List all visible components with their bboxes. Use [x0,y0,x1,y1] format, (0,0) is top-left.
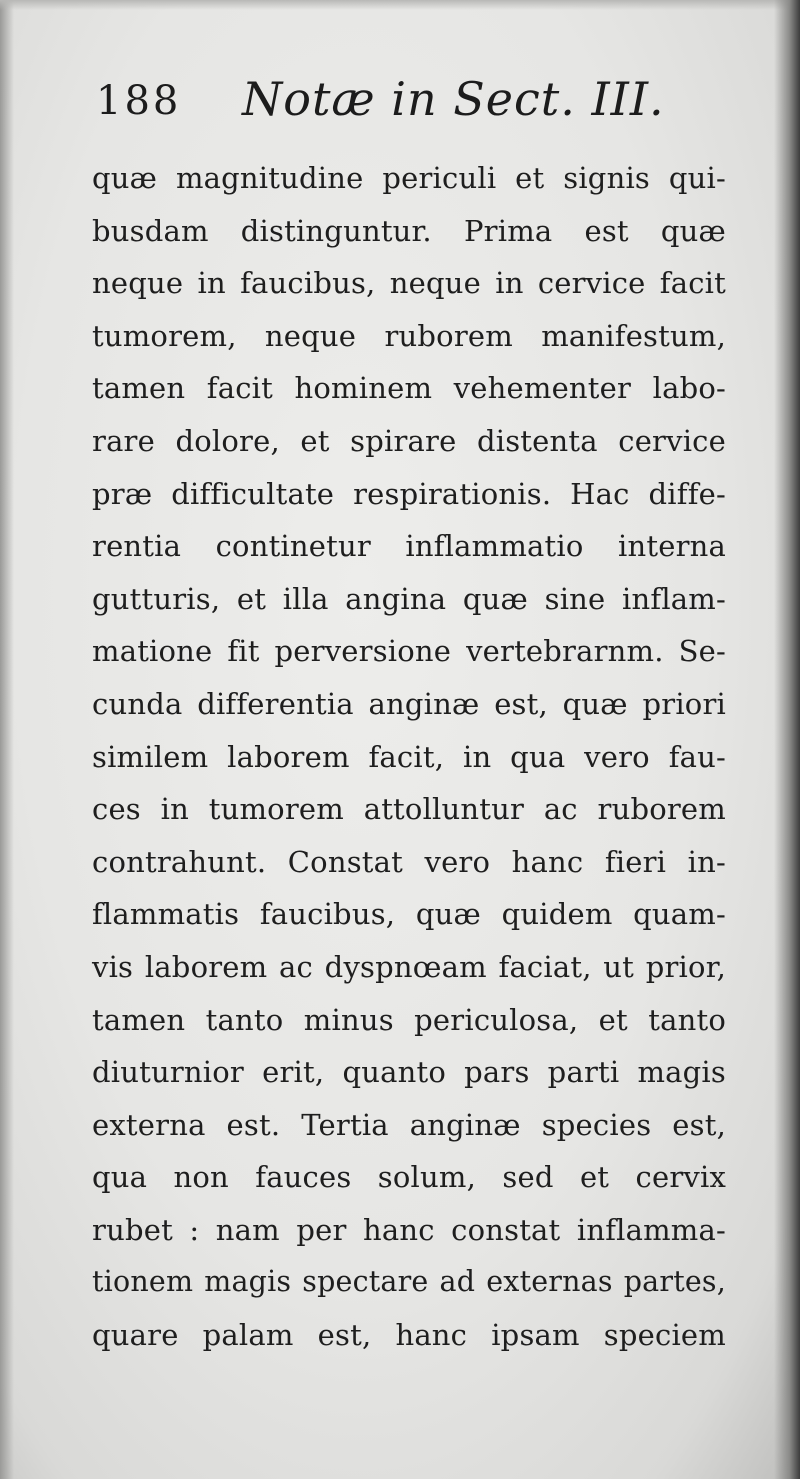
text-line: matione fit perversione vertebrarnm. Se- [92,634,726,669]
text-line: præ difficultate respirationis. Hac diffe- [92,476,726,511]
page-left-shadow [0,0,14,1479]
text-line: rentia continetur inflammatio interna [92,529,726,564]
text-line: tionem magis spectare ad externas partes, [92,1265,726,1299]
body-text [92,152,726,1362]
text-line: quare palam est, hanc ipsam speciem [92,1318,726,1353]
running-head: Notæ in Sect. III. [242,72,665,126]
text-line: flammatis faucibus, quæ quidem quam- [92,897,726,932]
text-line: contrahunt. Constat vero hanc fieri in- [92,844,726,879]
text-line: rare dolore, et spirare distenta cervice [92,423,726,458]
page-right-shadow [774,0,800,1479]
text-line: tamen facit hominem vehementer labo- [92,371,726,406]
page-top-shadow [0,0,800,10]
text-line: similem laborem facit, in qua vero fau- [92,739,726,774]
text-line: tumorem, neque ruborem manifestum, [92,318,726,353]
text-line: ces in tumorem attolluntur ac ruborem [92,792,726,827]
text-line: vis laborem ac dyspnœam faciat, ut prior, [92,949,726,984]
text-line: rubet : nam per hanc constat inflamma- [92,1212,726,1247]
text-line: diuturnior erit, quanto pars parti magis [92,1055,726,1090]
text-line: neque in faucibus, neque in cervice facit [92,266,726,301]
text-line: tamen tanto minus periculosa, et tanto [92,1002,726,1037]
page-header [96,70,736,140]
text-line: gutturis, et illa angina quæ sine inflam- [92,581,726,616]
text-line: quæ magnitudine periculi et signis qui- [92,161,726,195]
text-line: externa est. Tertia anginæ species est, [92,1107,726,1142]
text-line: busdam distinguntur. Prima est quæ [92,213,726,248]
page-number: 188 [96,78,182,124]
text-line: cunda differentia anginæ est, quæ priori [92,686,726,721]
text-line: qua non fauces solum, sed et cervix [92,1160,726,1195]
